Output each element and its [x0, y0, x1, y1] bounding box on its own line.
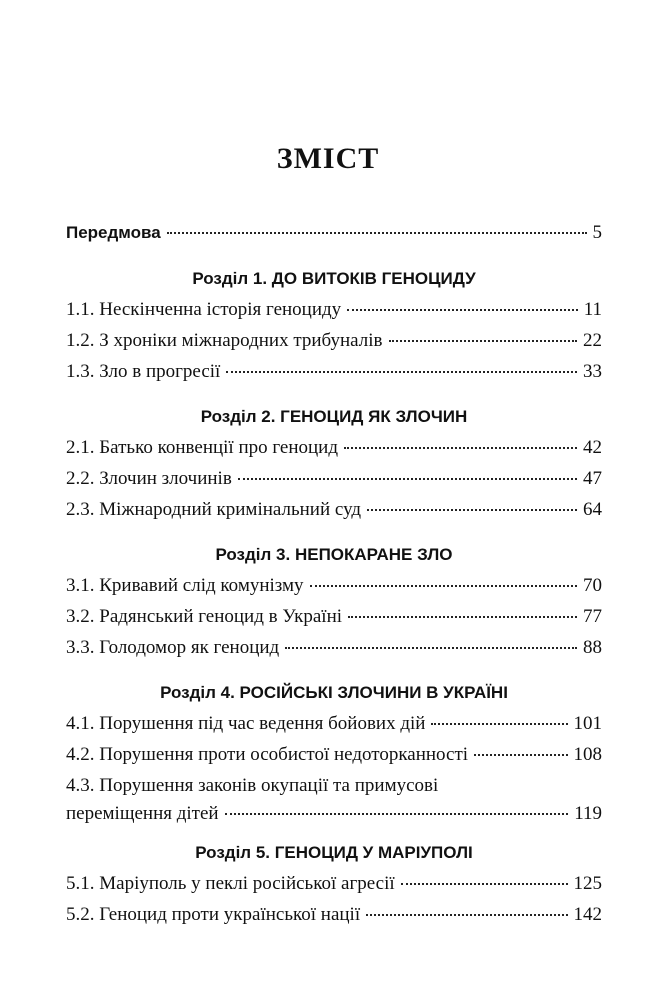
chapter-5	[66, 840, 602, 932]
entry-page-number: 119	[574, 803, 602, 824]
entry-page-number: 5	[592, 222, 602, 243]
entry-page-number: 33	[583, 361, 602, 382]
toc-entry[interactable]	[66, 772, 602, 828]
entry-page-number: 47	[583, 468, 602, 489]
leader-dots	[226, 371, 577, 373]
entry-label: 3.3. Голодомор як геноцид	[66, 637, 280, 658]
entry-page-number: 125	[573, 873, 602, 894]
entry-page-number: 22	[583, 330, 602, 351]
page-title: ЗМІСТ	[276, 142, 380, 175]
entry-label-continued: переміщення дітей	[66, 803, 219, 824]
chapter-heading: Розділ 3. НЕПОКАРАНЕ ЗЛО	[215, 545, 453, 564]
entry-label: 2.2. Злочин злочинів	[66, 468, 232, 489]
entry-page-number: 101	[573, 713, 602, 734]
toc-entry[interactable]	[66, 741, 602, 772]
leader-dots	[167, 232, 587, 234]
entry-page-number: 88	[583, 637, 602, 658]
toc-entry[interactable]	[66, 465, 602, 496]
chapter-4	[66, 680, 602, 828]
entry-page-number: 64	[583, 499, 602, 520]
leader-dots	[225, 813, 569, 815]
entry-label: 3.1. Кривавий слід комунізму	[66, 575, 304, 596]
toc-entry-foreword[interactable]	[66, 222, 602, 250]
leader-dots	[401, 883, 568, 885]
toc-entry[interactable]	[66, 901, 602, 932]
entry-page-number: 77	[583, 606, 602, 627]
entry-label: 1.1. Нескінченна історія геноциду	[66, 299, 342, 320]
chapter-heading: Розділ 5. ГЕНОЦИД У МАРІУПОЛІ	[195, 843, 473, 862]
entry-label: 4.1. Порушення під час ведення бойових дій	[66, 713, 426, 734]
chapter-heading: Розділ 1. ДО ВИТОКІВ ГЕНОЦИДУ	[192, 269, 476, 288]
chapter-heading: Розділ 2. ГЕНОЦИД ЯК ЗЛОЧИН	[200, 407, 468, 426]
entry-page-number: 11	[583, 299, 602, 320]
entry-label: 1.2. З хроніки міжнародних трибуналів	[66, 330, 383, 351]
leader-dots	[344, 447, 577, 449]
toc-entry[interactable]	[66, 634, 602, 665]
toc-entry[interactable]	[66, 710, 602, 741]
leader-dots	[238, 478, 577, 480]
toc-entry[interactable]	[66, 296, 602, 327]
toc-entry[interactable]	[66, 603, 602, 634]
toc-entry[interactable]	[66, 358, 602, 389]
chapter-1	[66, 266, 602, 389]
entry-page-number: 142	[573, 904, 602, 925]
leader-dots	[367, 509, 577, 511]
leader-dots	[348, 616, 577, 618]
toc-entry[interactable]	[66, 327, 602, 358]
leader-dots	[347, 309, 578, 311]
entry-label: 2.3. Міжнародний кримінальний суд	[66, 499, 362, 520]
entry-label: 5.2. Геноцид проти української нації	[66, 904, 361, 925]
leader-dots	[285, 647, 577, 649]
entry-label: Передмова	[66, 223, 161, 242]
entry-label: 4.2. Порушення проти особистої недоторканності	[66, 744, 469, 765]
leader-dots	[474, 754, 567, 756]
chapter-heading: Розділ 4. РОСІЙСЬКІ ЗЛОЧИНИ В УКРАЇНІ	[160, 683, 508, 702]
leader-dots	[431, 723, 567, 725]
entry-page-number: 42	[583, 437, 602, 458]
chapter-2	[66, 404, 602, 527]
entry-label: 4.3. Порушення законів окупації та примусові	[66, 775, 439, 796]
entry-page-number: 108	[573, 744, 602, 765]
leader-dots	[366, 914, 567, 916]
toc-entry[interactable]	[66, 496, 602, 527]
entry-label: 2.1. Батько конвенції про геноцид	[66, 437, 339, 458]
leader-dots	[310, 585, 577, 587]
leader-dots	[389, 340, 578, 342]
entry-page-number: 70	[583, 575, 602, 596]
entry-second-line	[66, 800, 602, 828]
toc-entry[interactable]	[66, 434, 602, 465]
entry-label: 3.2. Радянський геноцид в Україні	[66, 606, 343, 627]
toc-entry[interactable]	[66, 572, 602, 603]
chapter-3	[66, 542, 602, 665]
entry-label: 5.1. Маріуполь у пеклі російської агресії	[66, 873, 395, 894]
entry-label: 1.3. Зло в прогресії	[66, 361, 221, 382]
toc-entry[interactable]	[66, 870, 602, 901]
